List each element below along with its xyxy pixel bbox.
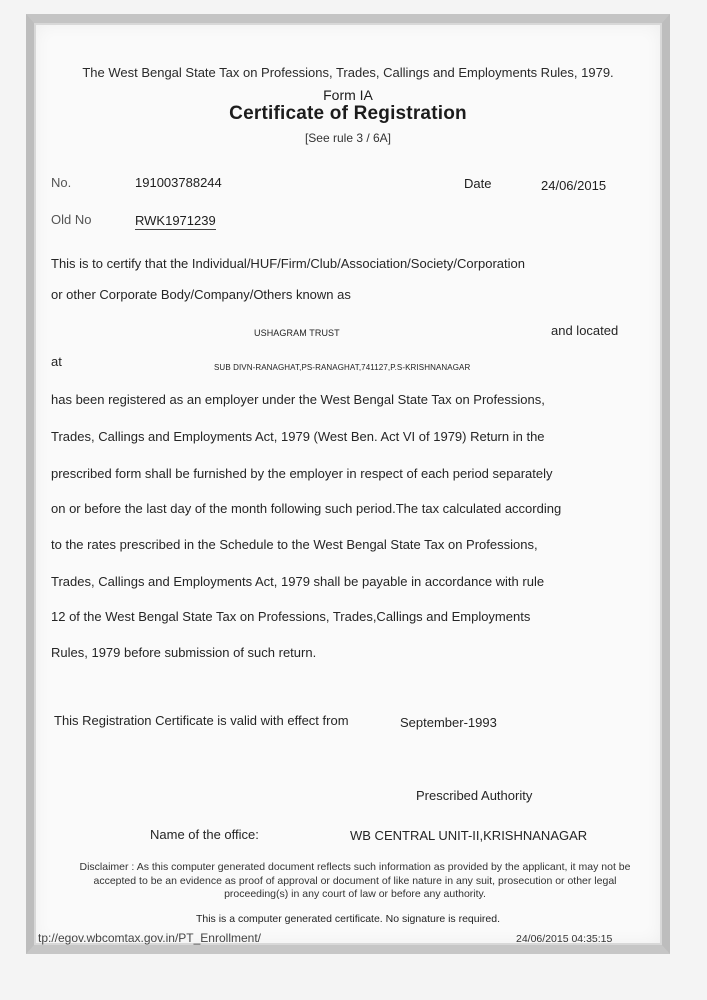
body-line: to the rates prescribed in the Schedule to the West Bengal State Tax on Professions, [51, 537, 538, 552]
footer-timestamp: 24/06/2015 04:35:15 [516, 933, 613, 945]
registration-certificate [26, 14, 670, 954]
body-line: prescribed form shall be furnished by the employer in respect of each period separately [51, 466, 553, 481]
located-label: and located [551, 323, 619, 338]
body-line: Trades, Callings and Employments Act, 1979 shall be payable in accordance with rule [51, 574, 545, 589]
see-rule-reference: [See rule 3 / 6A] [304, 131, 392, 145]
entity-address: SUB DIVN-RANAGHAT,PS-RANAGHAT,741127,P.S-KRISHNANAGAR [214, 363, 471, 372]
validity-date: September-1993 [400, 715, 497, 730]
body-line: 12 of the West Bengal State Tax on Professions, Trades,Callings and Employments [51, 609, 531, 624]
computer-generated-note: This is a computer generated certificate. No signature is required. [195, 913, 501, 925]
office-label: Name of the office: [150, 827, 259, 842]
certificate-title: Certificate of Registration [229, 103, 467, 124]
disclaimer: Disclaimer : As this computer generated document reflects such information as provided by the applicant, it may not be accepted to be an evidence as proof of approval or document of like nature in any suit, prosecution or other legal proceeding(s) in any court of law or before any authority. [79, 861, 631, 900]
old-number-label: Old No [51, 212, 92, 227]
old-registration-number: RWK1971239 [135, 213, 216, 228]
office-name: WB CENTRAL UNIT-II,KRISHNANAGAR [350, 828, 588, 843]
body-line: Trades, Callings and Employments Act, 1979 (West Ben. Act VI of 1979) Return in the [51, 429, 545, 444]
date-label: Date [464, 176, 492, 191]
entity-name: USHAGRAM TRUST [254, 328, 340, 338]
number-label: No. [51, 175, 72, 190]
validity-label: This Registration Certificate is valid with effect from [54, 713, 349, 728]
body-line: Rules, 1979 before submission of such return. [51, 645, 317, 660]
body-line: on or before the last day of the month following such period.The tax calculated according [51, 501, 562, 516]
footer-url: tp://egov.wbcomtax.gov.in/PT_Enrollment/ [38, 931, 261, 945]
form-label: Form IA [323, 87, 373, 103]
body-line: has been registered as an employer under the West Bengal State Tax on Professions, [51, 392, 545, 407]
certify-line: This is to certify that the Individual/HUF/Firm/Club/Association/Society/Corporation [51, 256, 525, 271]
rules-heading: The West Bengal State Tax on Professions, Trades, Callings and Employments Rules, 1979. [82, 65, 614, 80]
prescribed-authority: Prescribed Authority [416, 788, 533, 803]
registration-number: 191003788244 [135, 175, 222, 190]
issue-date: 24/06/2015 [541, 178, 607, 193]
certify-line: or other Corporate Body/Company/Others known as [51, 287, 351, 302]
at-label: at [51, 354, 62, 369]
